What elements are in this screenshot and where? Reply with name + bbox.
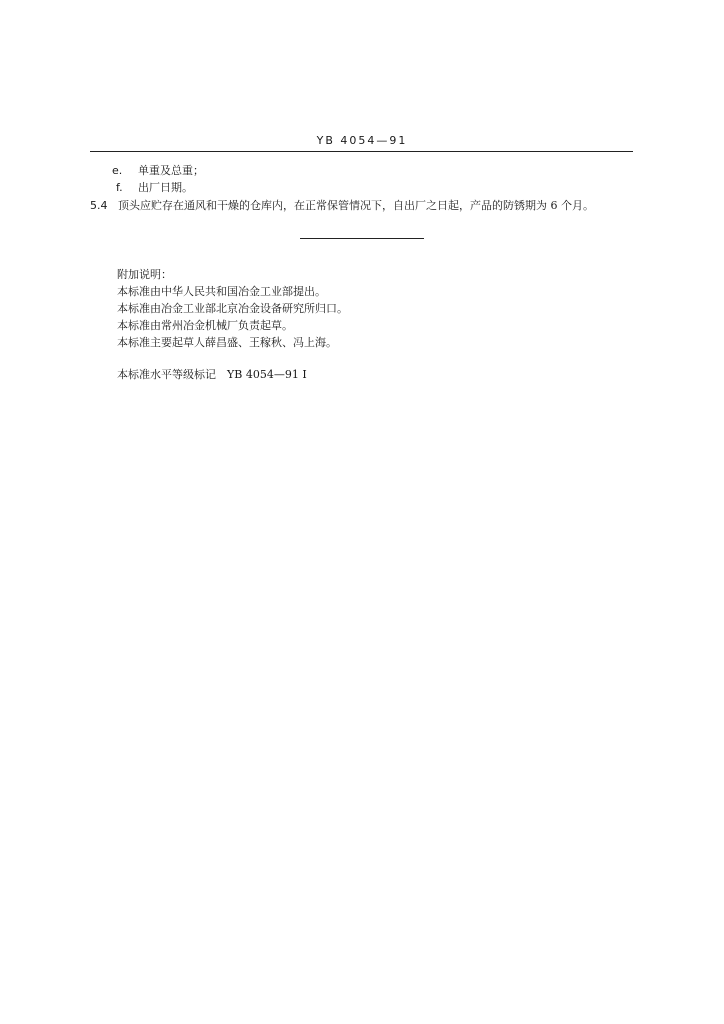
notes-title: 附加说明： [117, 268, 172, 281]
header-divider [90, 151, 633, 152]
note-line: 本标准由常州冶金机械厂负责起草。 [117, 319, 293, 332]
end-of-text-rule [300, 238, 424, 239]
clause-number: 5.4 [90, 199, 108, 212]
note-line: 本标准由冶金工业部北京冶金设备研究所归口。 [117, 302, 348, 315]
clause-paragraph [90, 199, 594, 213]
list-item-marker: f. [116, 181, 123, 194]
list-item-marker: e. [112, 164, 123, 177]
note-line: 本标准由中华人民共和国冶金工业部提出。 [117, 285, 326, 298]
grade-mark: 本标准水平等级标记 YB 4054—91 I [117, 368, 307, 381]
list-item-text: 出厂日期。 [138, 181, 193, 194]
standard-code-header: YB 4054—91 [316, 134, 408, 147]
list-item [116, 181, 193, 195]
clause-text: 顶头应贮存在通风和干燥的仓库内，在正常保管情况下，自出厂之日起，产品的防锈期为 6 个月。 [118, 199, 594, 212]
note-line: 本标准主要起草人薛昌盛、王稼秋、冯上海。 [117, 336, 337, 349]
list-item-text: 单重及总重； [138, 164, 204, 177]
list-item [112, 164, 204, 178]
